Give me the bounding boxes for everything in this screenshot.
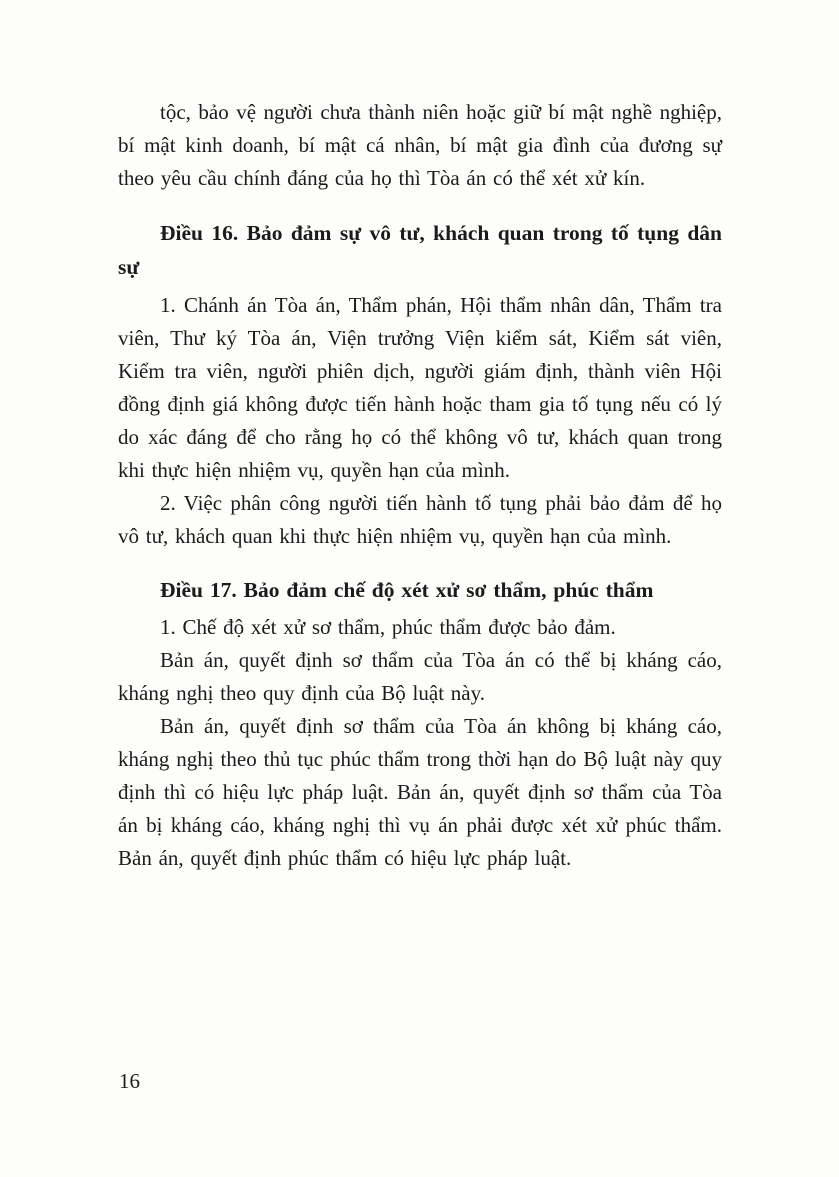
article-16-heading: Điều 16. Bảo đảm sự vô tư, khách quan trong tố tụng dân sự (118, 221, 722, 279)
paragraph-continuation: tộc, bảo vệ người chưa thành niên hoặc giữ bí mật nghề nghiệp, bí mật kinh doanh, bí mật cá nhân, bí mật gia đình của đương sự theo yêu cầu chính đáng của họ thì Tòa án có thể xét xử kín. (118, 100, 722, 190)
article-16-clause-2: 2. Việc phân công người tiến hành tố tụng phải bảo đảm để họ vô tư, khách quan khi thực hiện nhiệm vụ, quyền hạn của mình. (118, 491, 722, 548)
article-17-paragraph-3: Bản án, quyết định sơ thẩm của Tòa án không bị kháng cáo, kháng nghị theo thủ tục phúc thẩm trong thời hạn do Bộ luật này quy định thì có hiệu lực pháp luật. Bản án, quyết định sơ thẩm của Tòa án bị kháng cáo, kháng nghị thì vụ án phải được xét xử phúc thẩm. Bản án, quyết định phúc thẩm có hiệu lực pháp luật. (118, 714, 722, 870)
article-17-clause-1: 1. Chế độ xét xử sơ thẩm, phúc thẩm được bảo đảm. (160, 615, 616, 639)
page-number: 16 (119, 1069, 140, 1093)
article-17-paragraph-2: Bản án, quyết định sơ thẩm của Tòa án có thể bị kháng cáo, kháng nghị theo quy định của Bộ luật này. (118, 648, 722, 705)
article-16-clause-1: 1. Chánh án Tòa án, Thẩm phán, Hội thẩm nhân dân, Thẩm tra viên, Thư ký Tòa án, Viện trưởng Viện kiểm sát, Kiểm sát viên, Kiểm tra viên, người phiên dịch, người giám định, thành viên Hội đồng định giá không được tiến hành hoặc tham gia tố tụng nếu có lý do xác đáng để cho rằng họ có thể không vô tư, khách quan trong khi thực hiện nhiệm vụ, quyền hạn của mình. (118, 293, 722, 482)
article-17-heading: Điều 17. Bảo đảm chế độ xét xử sơ thẩm, phúc thẩm (160, 578, 654, 602)
